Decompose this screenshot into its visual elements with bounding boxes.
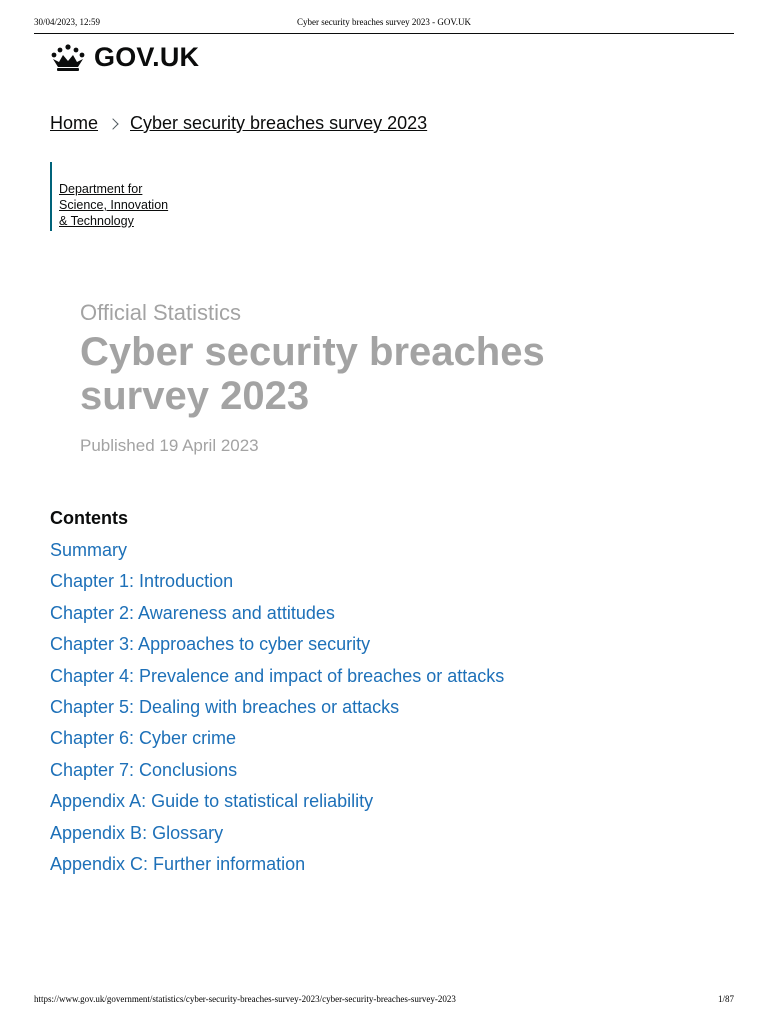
- list-item: [50, 602, 504, 633]
- print-footer: [34, 994, 734, 1006]
- breadcrumb: [50, 113, 427, 134]
- contents-link-appendix-a[interactable]: Appendix A: Guide to statistical reliability: [50, 791, 374, 812]
- organisation-line-3: & Technology: [59, 214, 134, 228]
- contents-link-chapter-6[interactable]: Chapter 6: Cyber crime: [50, 728, 237, 749]
- breadcrumb-current-link[interactable]: Cyber security breaches survey 2023: [130, 113, 428, 133]
- organisation-logo: [50, 162, 190, 231]
- contents-link-chapter-1[interactable]: Chapter 1: Introduction: [50, 571, 234, 592]
- organisation-line-1: Department for: [59, 182, 143, 196]
- list-item: [50, 665, 504, 696]
- document-title-block: [80, 300, 600, 456]
- print-page-title: Cyber security breaches survey 2023 - GOV.UK: [296, 17, 472, 27]
- crown-icon: [50, 43, 86, 73]
- govuk-logo-link[interactable]: [50, 42, 199, 73]
- contents-link-chapter-7[interactable]: Chapter 7: Conclusions: [50, 759, 238, 780]
- document-caption: Official Statistics: [80, 300, 241, 325]
- list-item: [50, 853, 504, 884]
- list-item: [50, 539, 504, 570]
- print-url: https://www.gov.uk/government/statistics/cyber-security-breaches-survey-2023/cyber-security-breaches-survey-2023: [34, 994, 456, 1004]
- list-item: [50, 822, 504, 853]
- contents-link-appendix-c[interactable]: Appendix C: Further information: [50, 853, 306, 874]
- chevron-right-icon: [107, 118, 118, 129]
- print-datetime: 30/04/2023, 12:59: [34, 17, 101, 27]
- header-divider: [34, 33, 734, 34]
- contents-link-chapter-3[interactable]: Chapter 3: Approaches to cyber security: [50, 634, 371, 655]
- contents-link-chapter-2[interactable]: Chapter 2: Awareness and attitudes: [50, 602, 335, 623]
- list-item: [50, 790, 504, 821]
- contents-link-chapter-4[interactable]: Chapter 4: Prevalence and impact of breaches or attacks: [50, 665, 505, 686]
- breadcrumb-home-link[interactable]: Home: [50, 113, 99, 133]
- print-page-number: 1/87: [717, 994, 734, 1004]
- contents-link-summary[interactable]: Summary: [50, 540, 128, 560]
- list-item: [50, 570, 504, 601]
- list-item: [50, 696, 504, 727]
- print-header: [34, 17, 734, 29]
- list-item: [50, 759, 504, 790]
- contents-heading: Contents: [50, 508, 128, 528]
- contents-link-appendix-b[interactable]: Appendix B: Glossary: [50, 822, 224, 843]
- page-title: Cyber security breaches survey 2023: [80, 330, 545, 418]
- organisation-line-2: Science, Innovation: [59, 198, 169, 212]
- govuk-logo-text: GOV.UK: [94, 42, 200, 72]
- published-date: Published 19 April 2023: [80, 436, 259, 455]
- list-item: [50, 727, 504, 758]
- contents-list: [50, 508, 504, 884]
- contents-link-chapter-5[interactable]: Chapter 5: Dealing with breaches or attacks: [50, 696, 400, 717]
- list-item: [50, 633, 504, 664]
- organisation-link[interactable]: [59, 181, 190, 229]
